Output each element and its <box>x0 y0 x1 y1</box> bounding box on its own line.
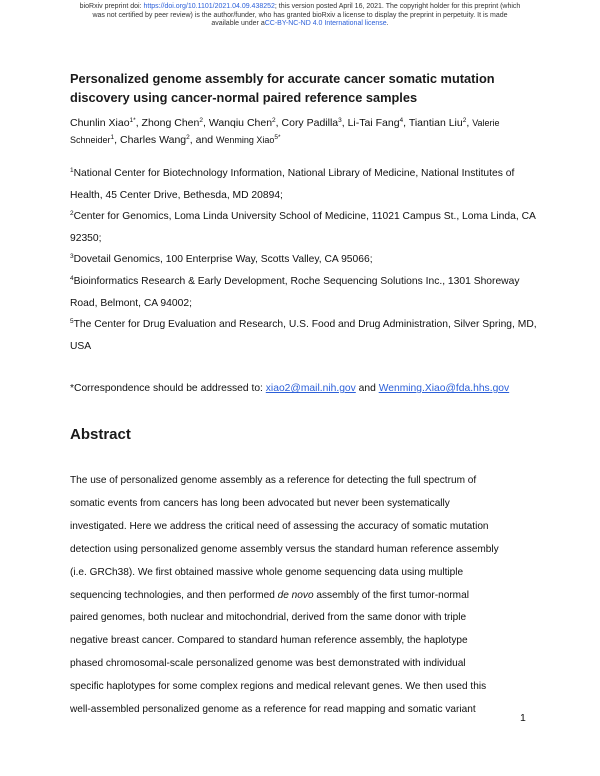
correspondence: *Correspondence should be addressed to: xiao2@mail.nih.gov and Wenming.Xiao@fda.hhs.gov <box>70 383 510 394</box>
license-link[interactable]: CC-BY-NC-ND 4.0 International license <box>264 20 387 28</box>
italic-term: de novo <box>277 589 314 601</box>
affiliation-5: $^5$The Center for Drug Evaluation and Research, U.S. Food and Drug Administration, Silver Spring, MD, USA <box>70 318 537 352</box>
abstract-line: sequencing technologies, and then performed de novo assembly of the first tumor-normal <box>70 589 469 601</box>
abstract-line: negative breast cancer. Compared to standard human reference assembly, the haplotype <box>70 635 468 647</box>
page-number: 1 <box>520 712 526 724</box>
affiliation-4: $^4$Bioinformatics Research & Early Development, Roche Sequencing Solutions Inc., 1301 Shoreway Road, Belmont, CA 94002; <box>70 275 520 309</box>
author: Charles Wang <box>120 134 187 146</box>
author: Li-Tai Fang <box>347 117 400 129</box>
abstract-line: specific haplotypes for some complex regions and medical relevant genes. We then used this <box>70 681 487 693</box>
header-line-3: available under aCC-BY-NC-ND 4.0 International license. <box>211 20 389 28</box>
doi-link[interactable]: https://doi.org/10.1101/2021.04.09.438252 <box>143 3 275 10</box>
author: Cory Padilla <box>281 117 339 129</box>
abstract-line: investigated. Here we address the critical need of assessing the accuracy of somatic mutation <box>70 520 489 532</box>
abstract-line: The use of personalized genome assembly as a reference for detecting the full spectrum of <box>70 475 477 486</box>
affiliation-3: $^3$Dovetail Genomics, 100 Enterprise Way, Scotts Valley, CA 95066; <box>70 253 373 265</box>
author: Valerie Schneider <box>70 118 500 145</box>
abstract-line: somatic events from cancers has long been advocated but never been systematically <box>70 497 450 509</box>
author: Tiantian Liu <box>408 117 463 129</box>
abstract-body <box>70 470 540 722</box>
author: Chunlin Xiao <box>70 117 130 129</box>
abstract-line: phased chromosomal-scale personalized genome was best demonstrated with individual <box>70 658 466 670</box>
author: Wenming Xiao <box>216 135 275 145</box>
abstract-line: paired genomes, both nuclear and mitochondrial, derived from the same donor with triple <box>70 612 467 624</box>
email-link-wenming[interactable]: Wenming.Xiao@fda.hhs.gov <box>378 383 510 394</box>
abstract-line: detection using personalized genome assembly versus the standard human reference assembly <box>70 543 499 555</box>
abstract-heading: Abstract <box>70 426 131 443</box>
header-line-1: bioRxiv preprint doi: https://doi.org/10.1101/2021.04.09.438252; this version posted April 16, 2021. The copyright holder for this preprint (which <box>79 3 521 10</box>
abstract-line: well-assembled personalized genome as a reference for read mapping and somatic variant <box>70 704 476 716</box>
abstract-line: (i.e. GRCh38). We first obtained massive whole genome sequencing data using multiple <box>70 566 464 578</box>
author: Wanqiu Chen <box>208 117 273 129</box>
author-list: Chunlin Xiao$^{1*}$, Zhong Chen$^2$, Wanqiu Chen$^2$, Cory Padilla$^3$, Li-Tai Fang$^4$, Tiantian Liu$^2$, Valerie Schneider$^1$, Charles Wang$^2$, and Wenming Xiao$^{5*}$ <box>70 117 500 146</box>
header-line-2: was not certified by peer review) is the author/funder, who has granted bioRxiv a license to display the preprint in perpetuity. It is made <box>92 11 508 19</box>
paper-title: Personalized genome assembly for accurate cancer somatic mutation discovery using cancer-normal paired reference samples <box>70 71 495 105</box>
email-link-xiao[interactable]: xiao2@mail.nih.gov <box>265 383 356 394</box>
preprint-header <box>40 3 560 29</box>
affiliation-1: $^1$National Center for Biotechnology Information, National Library of Medicine, National Institutes of Health, 45 Center Drive, Bethesda, MD 20894; <box>70 167 515 201</box>
author: Zhong Chen <box>141 117 200 129</box>
affiliation-2: $^2$Center for Genomics, Loma Linda University School of Medicine, 11021 Campus St., Loma Linda, CA 92350; <box>70 210 536 244</box>
